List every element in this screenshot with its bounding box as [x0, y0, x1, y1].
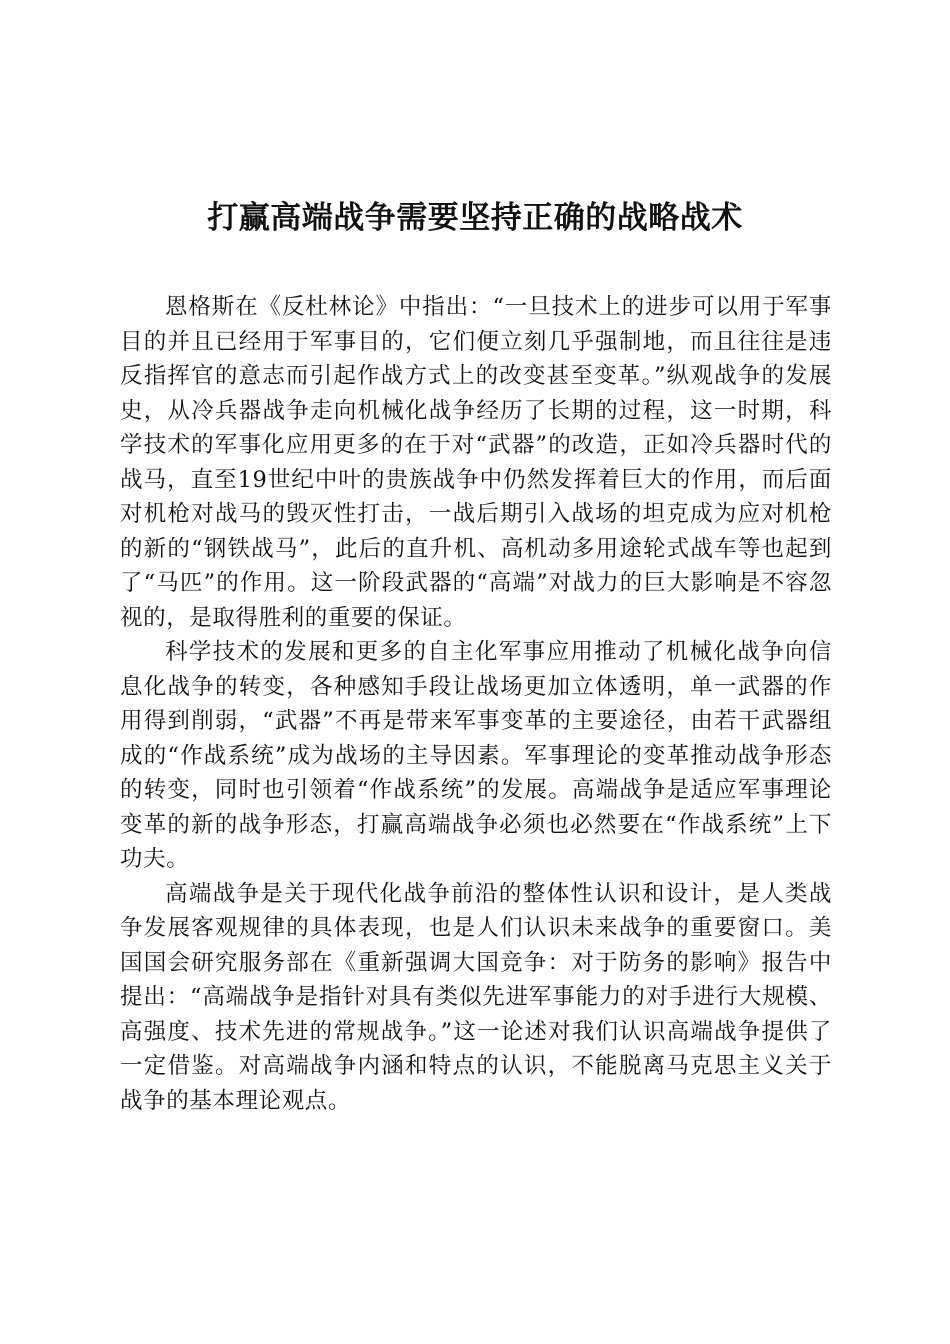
- paragraph-1: 恩格斯在《反杜林论》中指出：“一旦技术上的进步可以用于军事目的并且已经用于军事目的，它们便立刻几乎强制地，而且往往是违反指挥官的意志而引起作战方式上的改变甚至变革。”纵观战争的发展史，从冷兵器战争走向机械化战争经历了长期的过程，这一时期，科学技术的军事化应用更多的在于对“武器”的改造，正如冷兵器时代的战马，直至19世纪中叶的贵族战争中仍然发挥着巨大的作用，而后面对机枪对战马的毁灭性打击，一战后期引入战场的坦克成为应对机枪的新的“钢铁战马”，此后的直升机、高机动多用途轮式战车等也起到了“马匹”的作用。这一阶段武器的“高端”对战力的巨大影响是不容忽视的，是取得胜利的重要的保证。: [120, 294, 832, 631]
- document-title: 打赢高端战争需要坚持正确的战略战术: [207, 200, 743, 236]
- paragraph-3: 高端战争是关于现代化战争前沿的整体性认识和设计，是人类战争发展客观规律的具体表现，也是人们认识未来战争的重要窗口。美国国会研究服务部在《重新强调大国竞争：对于防务的影响》报告中提出：“高端战争是指针对具有类似先进军事能力的对手进行大规模、高强度、技术先进的常规战争。”这一论述对我们认识高端战争提供了一定借鉴。对高端战争内涵和特点的认识，不能脱离马克思主义关于战争的基本理论观点。: [120, 880, 832, 1114]
- paragraph-2: 科学技术的发展和更多的自主化军事应用推动了机械化战争向信息化战争的转变，各种感知手段让战场更加立体透明，单一武器的作用得到削弱，“武器”不再是带来军事变革的主要途径，由若干武器组成的“作战系统”成为战场的主导因素。军事理论的变革推动战争形态的转变，同时也引领着“作战系统”的发展。高端战争是适应军事理论变革的新的战争形态，打赢高端战争必须也必然要在“作战系统”上下功夫。: [120, 639, 832, 872]
- document-body: [120, 290, 832, 1118]
